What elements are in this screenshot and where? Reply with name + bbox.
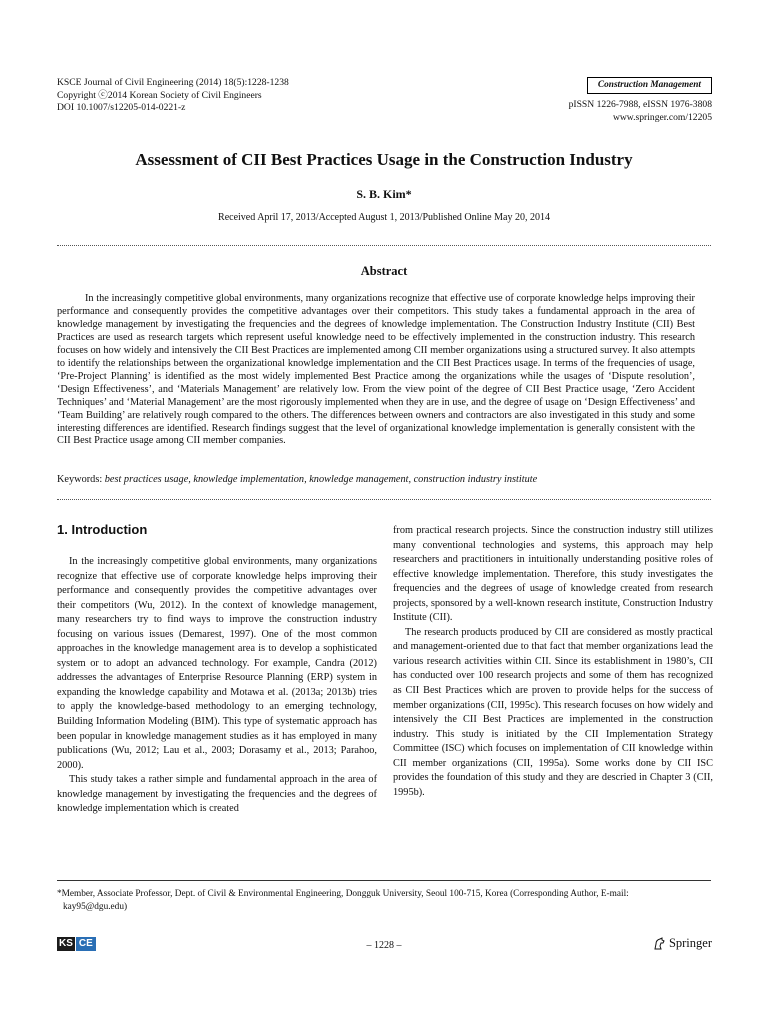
section-heading: 1. Introduction [57,522,148,537]
abstract-text: In the increasingly competitive global environments, many organizations recognize that effective use of corporate knowledge helps improving their performance and consequently provides the competitive advantages over their competitors. This study takes a fundamental approach in the area of knowledge management by investigating the frequencies and the degrees of knowledge implementation. The Construction Industry Institute (CII) Best Practices are used as research targets which represent useful knowledge need to be effectively implemented in the construction industry. This research focuses on how widely and intensively the CII Best Practices are implemented among CII member organizations using a structured survey. It also attempts to identify the relationships between the organizational knowledge implementation and the CII Best Practices usage. In terms of the frequencies of usage, ‘Pre-Project Planning’ is identified as the most widely implemented Best Practice among the organizations while the usages of ‘Dispute resolution’, ‘Design Effectiveness’, and ‘Materials Management’ are relatively low. From the view point of the degree of CII Best Practice usage, ‘Zero Accident Techniques’ and ‘Material Management’ are the most rigorously implemented when they are in use, and the degree of usage on ‘Design Effectiveness’ and ‘Team Building’ are relatively rough compared to the others. The differences between owners and contractors are also investigated in this study and some interesting differences are identified. Research findings suggest that the level of organizational knowledge implementation is generally consistent with the CII Best Practice usage among CII member companies. [57,293,695,447]
issn-line: pISSN 1226-7988, eISSN 1976-3808 [568,99,712,110]
footnote [57,888,711,913]
keywords-list: best practices usage, knowledge implementation, knowledge management, construction industry institute [104,474,538,485]
abstract-heading: Abstract [360,264,408,278]
author-name: S. B. Kim* [356,187,412,201]
footnote-line: *Member, Associate Professor, Dept. of Civil & Environmental Engineering, Dongguk University, Seoul 100-715, Korea (Corresponding Author, E-mail: [57,889,629,899]
footnote-rule [57,880,711,881]
keywords [57,474,711,485]
springer-horse-icon [652,937,666,951]
paragraph: This study takes a rather simple and fundamental approach in the area of knowledge management by investigating the frequencies and the degrees of knowledge implementation which is created [57,774,377,815]
paragraph: from practical research projects. Since the construction industry still utilizes many conventional technologies and systems, this approach may help researchers and practitioners in intuitionally understanding positive roles of effective knowledge implementation. Therefore, this study investigates the frequencies and the degrees of usage of knowledge created from research projects, sponsored by a well-known research institute, Construction Industry Institute (CII). [393,525,713,624]
journal-header-right [569,77,712,124]
springer-wordmark: Springer [668,936,712,950]
paragraph: In the increasingly competitive global environments, many organizations recognize that effective use of corporate knowledge helps improving their performance and consequently provides the competitive advantages over their competitors (Wu, 2012). In the context of knowledge management, many researchers try to find ways to improve the construction industry focusing on various issues (Demarest, 1997). One of the most common approaches in the knowledge management area is to develop a sophisticated system or to adopt an advanced technology. For example, Candra (2012) addresses the advantages of Enterprise Resource Planning (ERP) system in expanding the knowledge capability and Motawa et al. (2013a; 2013b) tries to apply the knowledge-based methodology to an emerging technology, Building Information Modeling (BIM). This type of systematic approach has been popular in knowledge management studies as it has employed in many publications (Wu, 2012; Lau et al., 2003; Dorasamy et al., 2013; Parahoo, 2000). [57,556,377,771]
journal-citation: KSCE Journal of Civil Engineering (2014) 18(5):1228-1238 [57,77,289,88]
paper-title: Assessment of CII Best Practices Usage in the Construction Industry [135,150,633,169]
keywords-label: Keywords: [57,474,103,485]
page-number: – 1228 – [366,940,402,951]
copyright-line: Copyright ⓒ2014 Korean Society of Civil Engineers [57,89,262,101]
footnote-email: kay95@dgu.edu) [63,901,128,912]
divider-bottom [57,499,711,500]
column-left [57,555,377,817]
divider-top [57,245,711,246]
ksce-logo-right: CE [76,937,96,951]
website-line: www.springer.com/12205 [612,111,712,123]
journal-header [57,77,289,115]
category-box: Construction Management [587,77,712,94]
paragraph: The research products produced by CII are considered as mostly practical and management-oriented due to that fact that member organizations lead the various research activities within CII. Since its establishment in 1980’s, CII has conducted over 100 research projects and some of them has recognized as CII Best Practices which are proven to provide helps for the success of member organizations (CII, 1995c). This research focuses on how widely and intensively the CII Best Practices are implemented in the construction industry. This study is initiated by the CII Implementation Strategy Committee (ISC) which focuses on implementation of CII knowledge within CII member organizations (CII, 1995a). Some works done by CII ISC provides the foundation of this study and they are descried in Chapter 3 (CII, 1995b). [393,626,713,798]
doi-line: DOI 10.1007/s12205-014-0221-z [57,102,186,113]
ksce-logo-left: KS [59,938,73,949]
column-right [393,524,713,800]
springer-logo [652,936,712,951]
received-dates: Received April 17, 2013/Accepted August 1, 2013/Published Online May 20, 2014 [218,212,550,223]
